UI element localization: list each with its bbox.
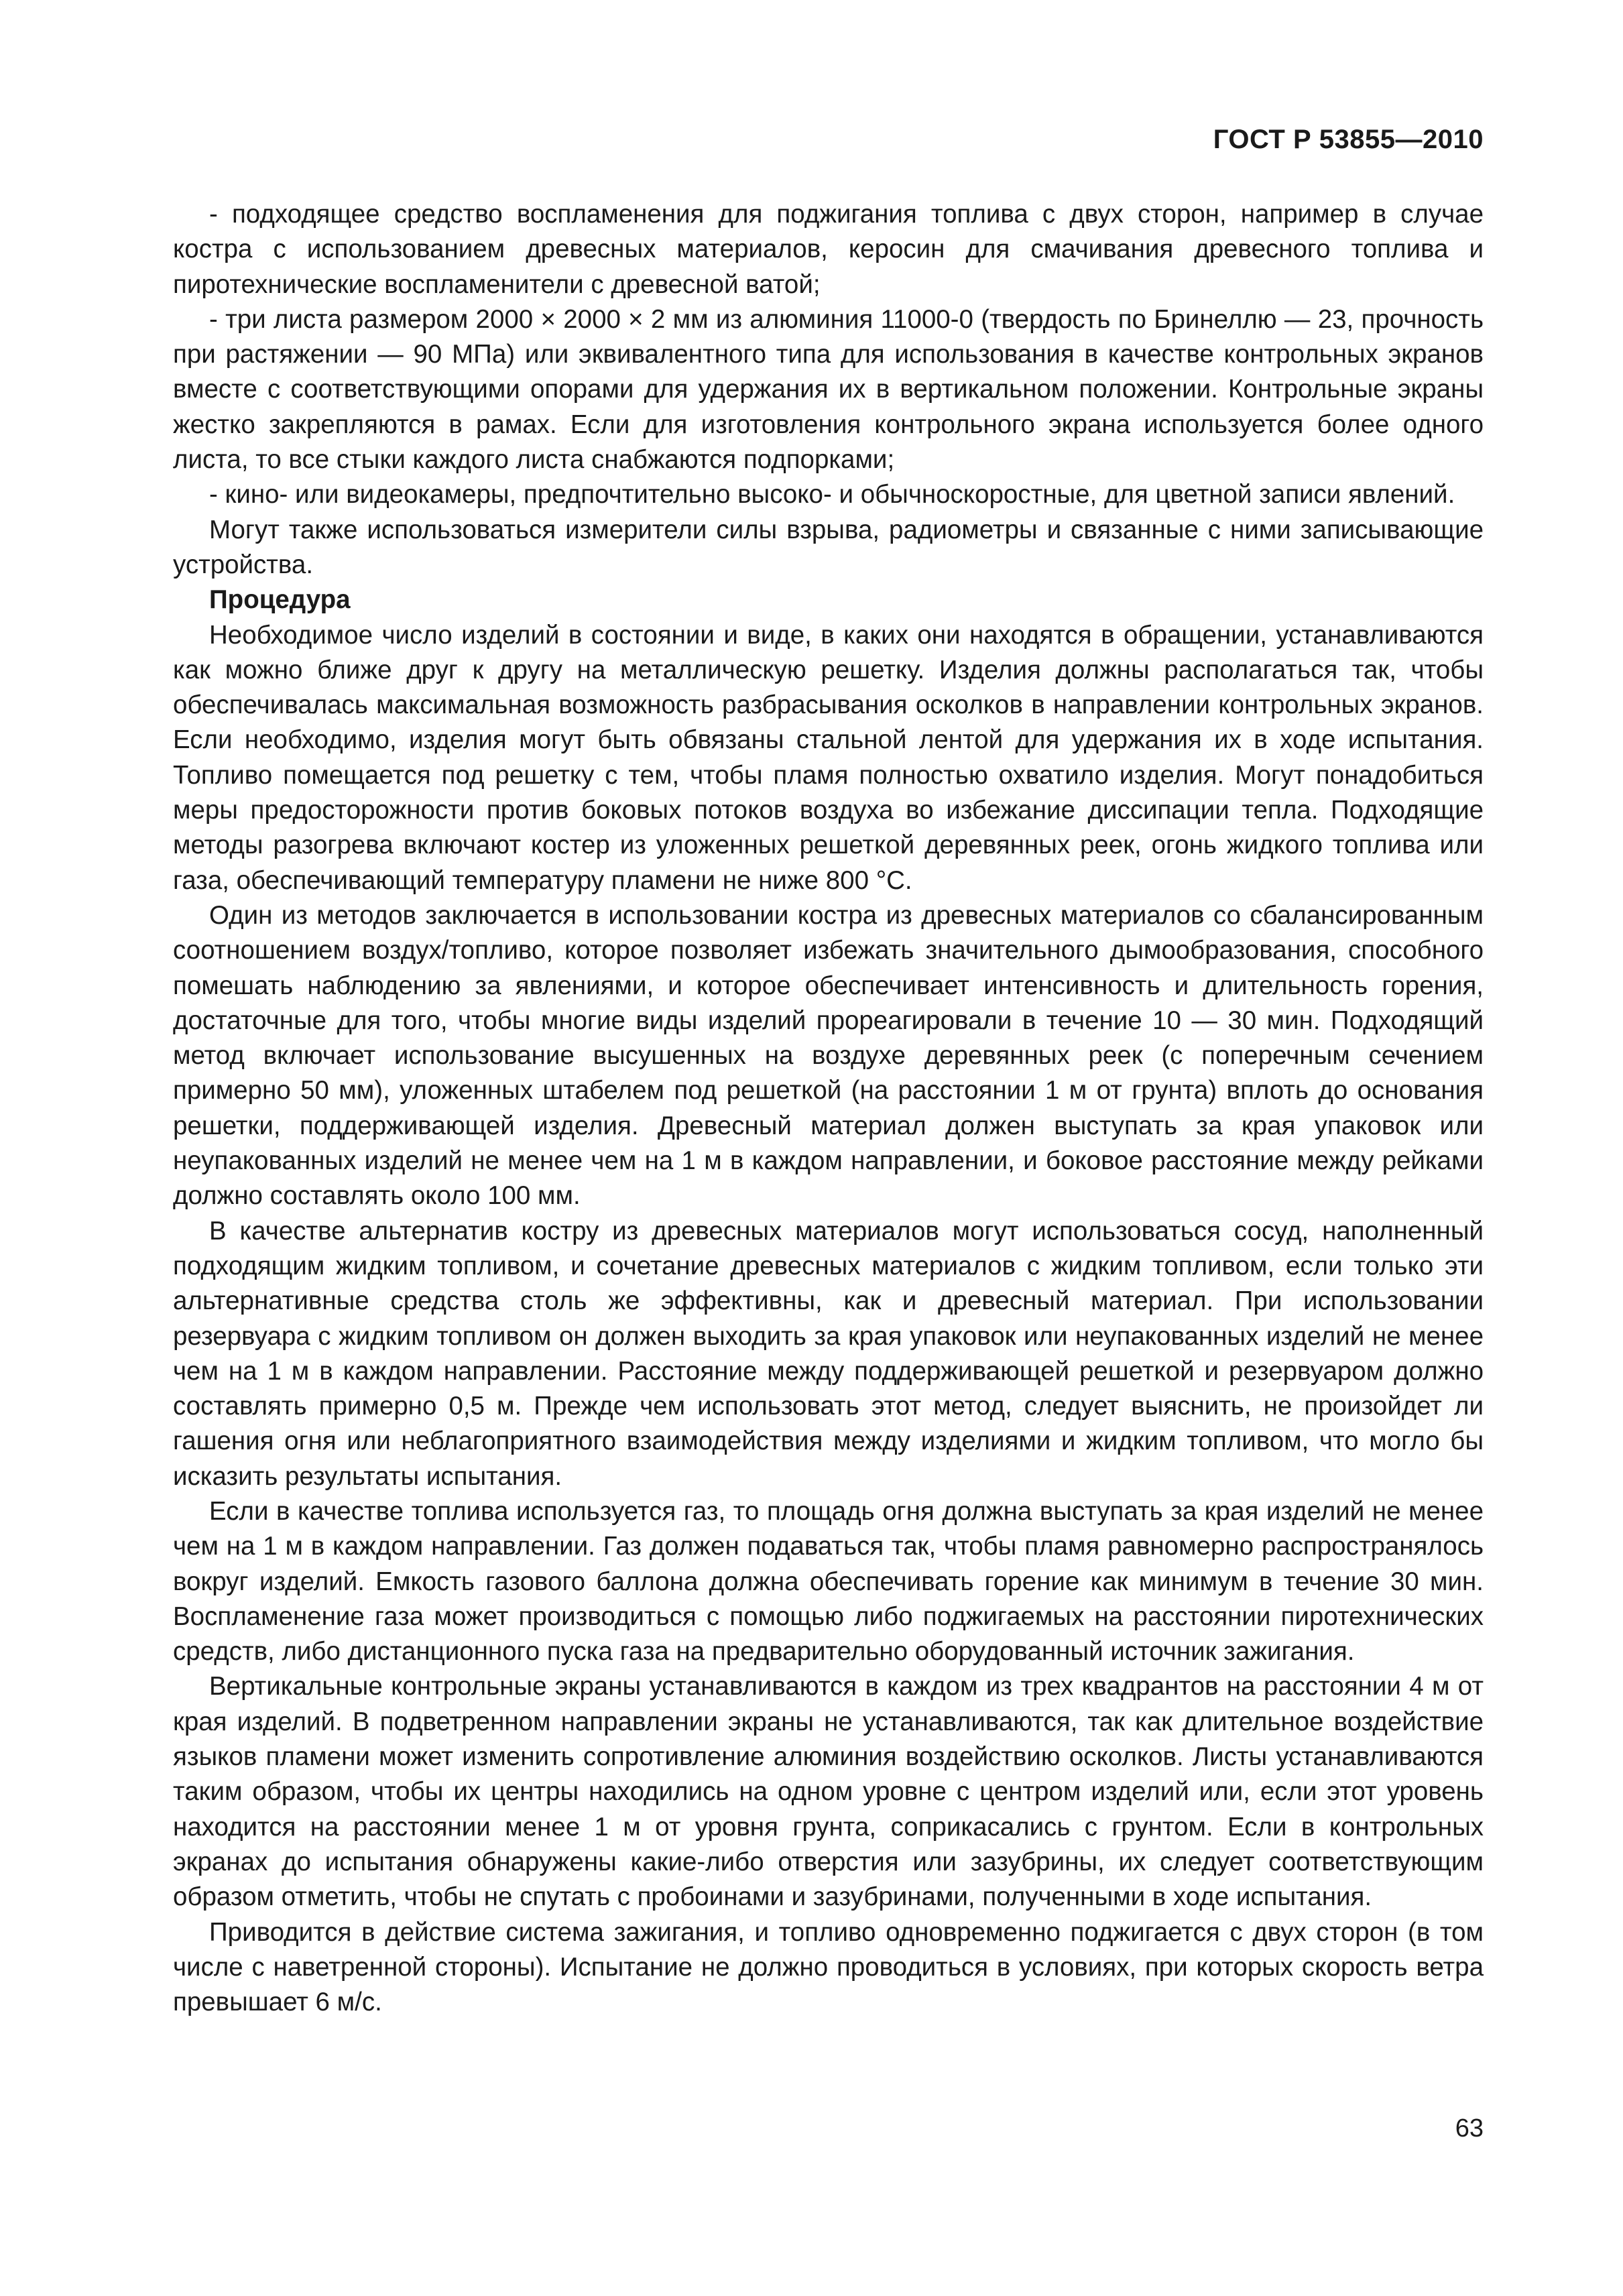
procedure-paragraph: Один из методов заключается в использовании костра из древесных материалов со сбалансированным соотношением воздух/топливо, которое позволяет избежать значительного дымообразования, способного помешать наблюдению за явлениями, и которое обеспечивает интенсивность и длительность горения, достаточные для того, чтобы многие виды изделий прореагировали в течение 10 — 30 мин. Подходящий метод включает использование высушенных на воздухе деревянных реек (с поперечным сечением примерно 50 мм), уложенных штабелем под решеткой (на расстоянии 1 м от грунта) вплоть до основания решетки, поддерживающей изделия. Древесный материал должен выступать за края упаковок или неупакованных изделий не менее чем на 1 м в каждом направлении, и боковое расстояние между рейками должно составлять около 100 мм.	[173, 900, 1484, 1211]
page-body	[173, 197, 1484, 2020]
procedure-paragraph: Если в качестве топлива используется газ, то площадь огня должна выступать за края изделий не менее чем на 1 м в каждом направлении. Газ должен подаваться так, чтобы пламя равномерно распространялось вокруг изделий. Емкость газового баллона должна обеспечивать горение как минимум в течение 30 мин. Воспламенение газа может производиться с помощью либо поджигаемых на расстоянии пиротехнических средств, либо дистанционного пуска газа на предварительно оборудованный источник зажигания.	[173, 1496, 1484, 1667]
document-header: ГОСТ Р 53855—2010	[1213, 125, 1484, 154]
procedure-paragraph: Вертикальные контрольные экраны устанавливаются в каждом из трех квадрантов на расстоянии 4 м от края изделий. В подветренном направлении экраны не устанавливаются, так как длительное воздействие языков пламени может изменить сопротивление алюминия воздействию осколков. Листы устанавливаются таким образом, чтобы их центры находились на одном уровне с центром изделий или, если этот уровень находится на расстоянии менее 1 м от уровня грунта, соприкасались с грунтом. Если в контрольных экранах до испытания обнаружены какие-либо отверстия или зазубрины, их следует соответствующим образом отметить, чтобы не спутать с пробоинами и зазубринами, полученными в ходе испытания.	[173, 1672, 1484, 1912]
page-number: 63	[1455, 2114, 1484, 2142]
procedure-paragraph: В качестве альтернатив костру из древесных материалов могут использоваться сосуд, наполненный подходящим жидким топливом, и сочетание древесных материалов с жидким топливом, если только эти альтернативные средства столь же эффективны, как и древесный материал. При использовании резервуара с жидким топливом он должен выходить за края упаковок или неупакованных изделий не менее чем на 1 м в каждом направлении. Расстояние между поддерживающей решеткой и резервуаром должно составлять примерно 0,5 м. Прежде чем использовать этот метод, следует выяснить, не произойдет ли гашения огня или неблагоприятного взаимодействия между изделиями и жидким топливом, что могло бы исказить результаты испытания.	[173, 1216, 1484, 1491]
body-paragraph: - подходящее средство воспламенения для поджигания топлива с двух сторон, например в случае костра с использованием древесных материалов, керосин для смачивания древесного топлива и пиротехнические воспламенители с древесной ватой;	[173, 200, 1484, 299]
section-heading: Процедура	[209, 585, 351, 615]
body-paragraph: Могут также использоваться измерители силы взрыва, радиометры и связанные с ними записывающие устройства.	[173, 515, 1484, 579]
body-paragraph: - три листа размером 2000 × 2000 × 2 мм из алюминия 11000-0 (твердость по Бринеллю — 23, прочность при растяжении — 90 МПа) или эквивалентного типа для использования в качестве контрольных экранов вместе с соответствующими опорами для удержания их в вертикальном положении. Контрольные экраны жестко закрепляются в рамах. Если для изготовления контрольного экрана используется более одного листа, то все стыки каждого листа снабжаются подпорками;	[173, 304, 1484, 475]
body-paragraph: - кино- или видеокамеры, предпочтительно высоко- и обычноскоростные, для цветной записи явлений.	[209, 480, 1455, 509]
procedure-paragraph: Необходимое число изделий в состоянии и виде, в каких они находятся в обращении, устанавливаются как можно ближе друг к другу на металлическую решетку. Изделия должны располагаться так, чтобы обеспечивалась максимальная возможность разбрасывания осколков в направлении контрольных экранов. Если необходимо, изделия могут быть обвязаны стальной лентой для удержания их в ходе испытания. Топливо помещается под решетку с тем, чтобы пламя полностью охватило изделия. Могут понадобиться меры предосторожности против боковых потоков воздуха во избежание диссипации тепла. Подходящие методы разогрева включают костер из уложенных решеткой деревянных реек, огонь жидкого топлива или газа, обеспечивающий температуру пламени не ниже 800 °С.	[173, 620, 1484, 895]
procedure-paragraph: Приводится в действие система зажигания, и топливо одновременно поджигается с двух сторон (в том числе с наветренной стороны). Испытание не должно проводиться в условиях, при которых скорость ветра превышает 6 м/с.	[173, 1917, 1484, 2017]
